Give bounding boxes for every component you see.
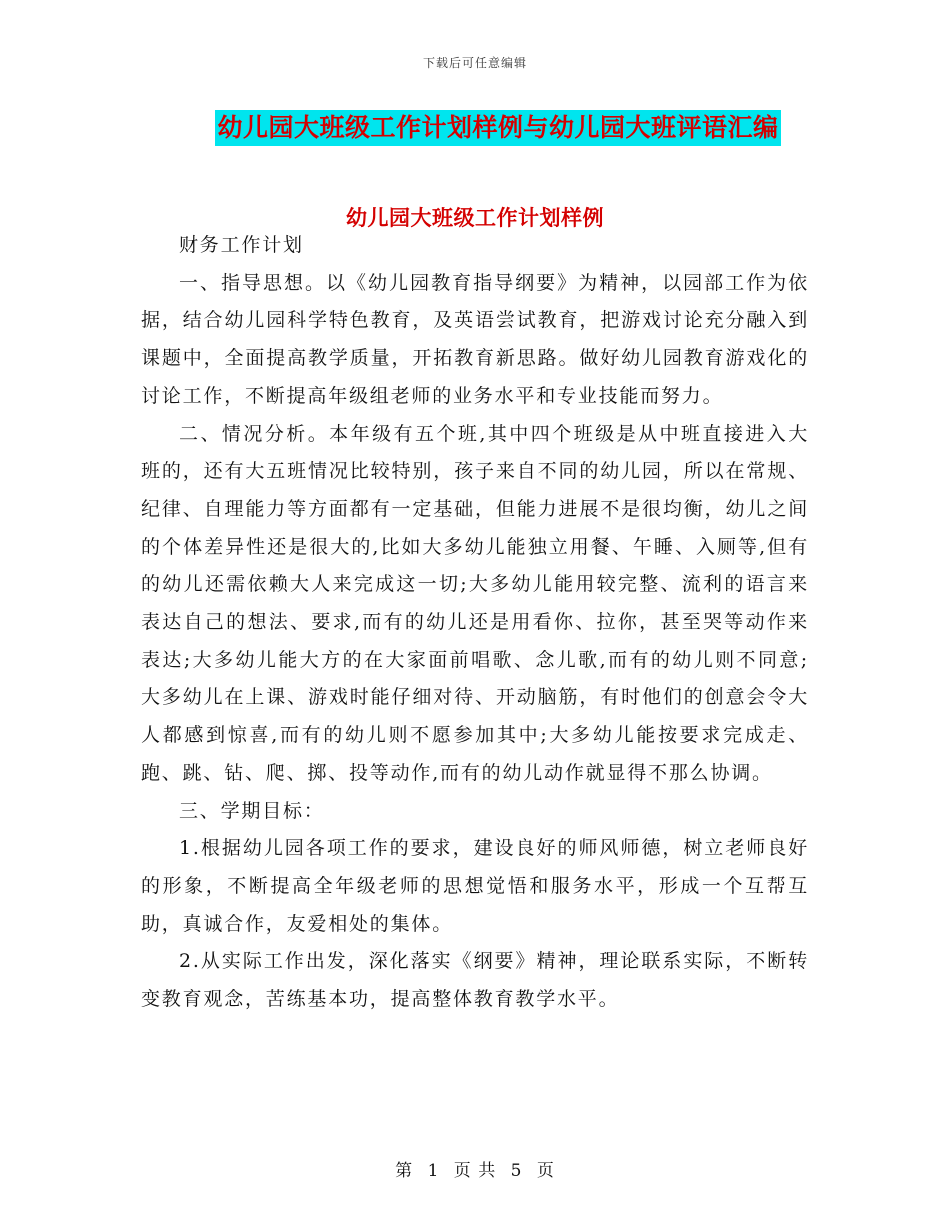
paragraph: 财务工作计划: [179, 234, 304, 256]
footer-middle: 页 共: [453, 1161, 497, 1181]
section-title: 幼儿园大班级工作计划样例: [346, 205, 604, 230]
page-footer: [0, 1156, 950, 1181]
footer-total-pages: 5: [510, 1161, 523, 1181]
paragraph: 2.从实际工作出发，深化落实《纲要》精神，理论联系实际，不断转变教育观念，苦练基本功，提高整体教育教学水平。: [141, 950, 809, 1011]
document-body: [141, 227, 809, 1019]
footer-suffix: 页: [536, 1161, 555, 1181]
paragraph: 三、学期目标：: [179, 799, 325, 822]
paragraph: 二、情况分析。本年级有五个班,其中四个班级是从中班直接进入大班的，还有大五班情况比较特别，孩子来自不同的幼儿园，所以在常规、纪律、自理能力等方面都有一定基础，但能力进展不是很均衡，幼儿之间的个体差异性还是很大的,比如大多幼儿能独立用餐、午睡、入厕等,但有的幼儿还需依赖大人来完成这一切;大多幼儿能用较完整、流利的语言来表达自己的想法、要求,而有的幼儿还是用看你、拉你，甚至哭等动作来表达;大多幼儿能大方的在大家面前唱歌、念儿歌,而有的幼儿则不同意;大多幼儿在上课、游戏时能仔细对待、开动脑筋，有时他们的创意会令大人都感到惊喜,而有的幼儿则不愿参加其中;大多幼儿能按要求完成走、跑、跳、钻、爬、掷、投等动作,而有的幼儿动作就显得不那么协调。: [141, 422, 809, 784]
header-note: 下载后可任意编辑: [422, 56, 527, 70]
main-title-container: [0, 110, 950, 146]
footer-prefix: 第: [395, 1161, 414, 1181]
paragraph: 1.根据幼儿园各项工作的要求，建设良好的师风师德，树立老师良好的形象，不断提高全年级老师的思想觉悟和服务水平，形成一个互帮互助，真诚合作，友爱相处的集体。: [141, 837, 809, 935]
footer-current-page: 1: [427, 1161, 440, 1181]
main-title: 幼儿园大班级工作计划样例与幼儿园大班评语汇编: [215, 110, 780, 146]
paragraph: 一、指导思想。以《幼儿园教育指导纲要》为精神，以园部工作为依据，结合幼儿园科学特色教育，及英语尝试教育，把游戏讨论充分融入到课题中，全面提高教学质量，开拓教育新思路。做好幼儿园教育游戏化的讨论工作，不断提高年级组老师的业务水平和专业技能而努力。: [141, 271, 809, 407]
